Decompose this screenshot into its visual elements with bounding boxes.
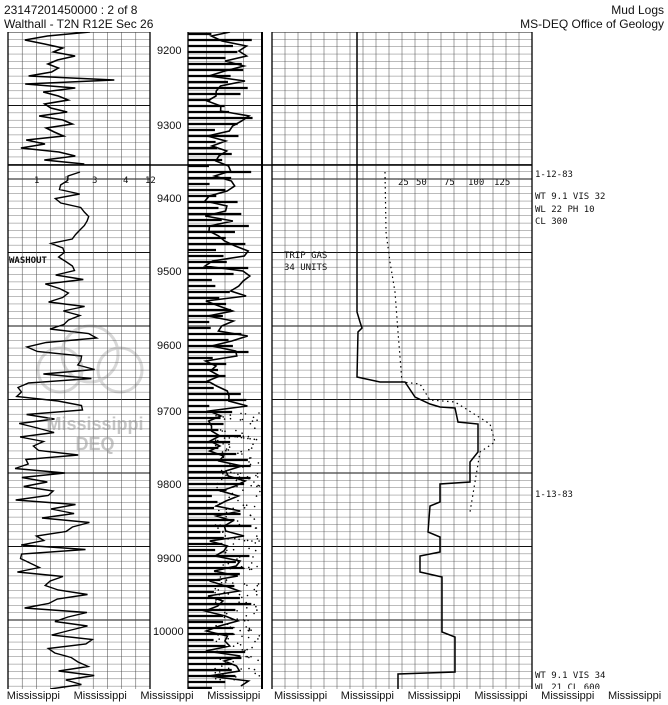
sand-stipple [253, 481, 255, 483]
sand-stipple [255, 542, 257, 544]
depth-label: 9400 [157, 193, 182, 205]
sand-stipple [255, 550, 257, 552]
footer-text: Mississippi [407, 690, 461, 702]
sand-stipple [216, 641, 218, 643]
sand-stipple [243, 435, 245, 437]
sand-stipple [257, 585, 259, 587]
sand-stipple [248, 630, 250, 632]
sand-stipple [255, 475, 257, 477]
sand-stipple [247, 438, 249, 440]
sand-stipple [220, 627, 222, 629]
sand-stipple [256, 594, 258, 596]
sand-stipple [215, 672, 217, 674]
sand-stipple [241, 453, 243, 455]
sand-stipple [237, 643, 239, 645]
sand-stipple [221, 490, 223, 492]
well-location: Walthall - T2N R12E Sec 26 [4, 17, 154, 31]
sand-stipple [215, 415, 217, 417]
sand-stipple [254, 506, 256, 508]
sand-stipple [258, 583, 260, 585]
sand-stipple [230, 617, 232, 619]
sand-stipple [215, 588, 217, 590]
sand-stipple [228, 444, 230, 446]
sand-stipple [258, 540, 260, 542]
gas-scale: 100 [468, 178, 485, 188]
sand-stipple [214, 592, 216, 594]
sand-stipple [222, 416, 224, 418]
watermark-text-1: Mississippi [46, 414, 144, 434]
sand-stipple [255, 606, 257, 608]
sand-stipple [223, 551, 225, 553]
sand-stipple [230, 626, 232, 628]
sand-stipple [250, 656, 252, 658]
sand-stipple [248, 637, 250, 639]
sand-stipple [219, 503, 221, 505]
sand-stipple [244, 540, 246, 542]
sand-stipple [257, 538, 259, 540]
sand-stipple [256, 486, 258, 488]
sand-stipple [236, 486, 238, 488]
sand-stipple [252, 443, 254, 445]
document-type: Mud Logs [611, 3, 664, 17]
sand-stipple [230, 414, 232, 416]
sand-stipple [256, 439, 258, 441]
sand-stipple [254, 439, 256, 441]
mud-log-image [0, 32, 668, 689]
sand-stipple [249, 457, 251, 459]
depth-label: 9300 [157, 120, 182, 132]
sand-stipple [222, 443, 224, 445]
sand-stipple [234, 538, 236, 540]
sand-stipple [219, 609, 221, 611]
sand-stipple [254, 427, 256, 429]
footer-watermark-strip [0, 689, 668, 705]
sand-stipple [233, 627, 235, 629]
sand-stipple [217, 634, 219, 636]
footer-text: Mississippi [207, 690, 261, 702]
sand-stipple [245, 413, 247, 415]
sand-stipple [242, 649, 244, 651]
mud-property-note: WT 9.1 VIS 32 [535, 192, 606, 202]
track1-scale: 2 [64, 176, 70, 186]
sand-stipple [222, 451, 224, 453]
sand-stipple [217, 527, 219, 529]
sand-stipple [228, 563, 230, 565]
sand-stipple [254, 641, 256, 643]
sand-stipple [247, 476, 249, 478]
sand-stipple [232, 493, 234, 495]
sand-stipple [221, 579, 223, 581]
sand-stipple [225, 450, 227, 452]
sand-stipple [228, 497, 230, 499]
sand-stipple [239, 524, 241, 526]
sand-stipple [244, 650, 246, 652]
sand-stipple [222, 473, 224, 475]
depth-label: 9500 [157, 266, 182, 278]
sand-stipple [239, 630, 241, 632]
mud-property-note: WT 9.1 VIS 34 [535, 671, 606, 681]
sand-stipple [226, 509, 228, 511]
track1-scale: 1 [34, 176, 40, 186]
sand-stipple [225, 475, 227, 477]
sand-stipple [224, 592, 226, 594]
footer-text: Mississippi [541, 690, 595, 702]
sand-stipple [233, 679, 235, 681]
sand-stipple [220, 490, 222, 492]
sand-stipple [248, 567, 250, 569]
sand-stipple [215, 601, 217, 603]
sand-stipple [222, 674, 224, 676]
sand-stipple [243, 504, 245, 506]
sand-stipple [254, 518, 256, 520]
trip-gas-note: TRIP GAS [284, 251, 328, 261]
sand-stipple [220, 429, 222, 431]
sand-stipple [241, 432, 243, 434]
sand-stipple [217, 440, 219, 442]
sand-stipple [237, 500, 239, 502]
sand-stipple [236, 480, 238, 482]
sand-stipple [240, 413, 242, 415]
sand-stipple [248, 668, 250, 670]
sand-stipple [229, 464, 231, 466]
sand-stipple [248, 449, 250, 451]
sand-stipple [225, 662, 227, 664]
sand-stipple [242, 489, 244, 491]
sand-stipple [237, 453, 239, 455]
sand-stipple [246, 607, 248, 609]
sand-stipple [249, 628, 251, 630]
sand-stipple [214, 668, 216, 670]
sand-stipple [230, 659, 232, 661]
sand-stipple [215, 439, 217, 441]
sand-stipple [221, 513, 223, 515]
sand-stipple [257, 476, 259, 478]
sand-stipple [250, 514, 252, 516]
sand-stipple [225, 633, 227, 635]
sand-stipple [233, 634, 235, 636]
sand-stipple [223, 457, 225, 459]
sand-stipple [237, 436, 239, 438]
depth-label: 9700 [157, 406, 182, 418]
sand-stipple [233, 645, 235, 647]
sand-stipple [257, 660, 259, 662]
sand-stipple [221, 470, 223, 472]
sand-stipple [237, 474, 239, 476]
gas-scale: 125 [494, 178, 511, 188]
sand-stipple [215, 445, 217, 447]
sand-stipple [225, 535, 227, 537]
sand-stipple [235, 676, 237, 678]
sand-stipple [221, 479, 223, 481]
sand-stipple [237, 520, 239, 522]
sand-stipple [251, 647, 253, 649]
sand-stipple [218, 510, 220, 512]
sand-stipple [223, 491, 225, 493]
sand-stipple [219, 671, 221, 673]
sand-stipple [241, 636, 243, 638]
track1-scale: 4 [123, 176, 129, 186]
sand-stipple [219, 679, 221, 681]
footer-text: Mississippi [6, 690, 60, 702]
sand-stipple [252, 420, 254, 422]
sand-stipple [237, 561, 239, 563]
sand-stipple [240, 451, 242, 453]
sand-stipple [219, 594, 221, 596]
sand-stipple [226, 613, 228, 615]
sand-stipple [235, 430, 237, 432]
sand-stipple [256, 609, 258, 611]
sand-stipple [226, 512, 228, 514]
sand-stipple [256, 591, 258, 593]
sand-stipple [235, 651, 237, 653]
depth-label: 9900 [157, 553, 182, 565]
sand-stipple [225, 516, 227, 518]
sand-stipple [229, 446, 231, 448]
sand-stipple [248, 436, 250, 438]
sand-stipple [246, 649, 248, 651]
sand-stipple [259, 675, 261, 677]
sand-stipple [218, 674, 220, 676]
footer-text: Mississippi [140, 690, 194, 702]
sand-stipple [232, 508, 234, 510]
sand-stipple [253, 604, 255, 606]
sand-stipple [256, 419, 258, 421]
sand-stipple [222, 564, 224, 566]
sand-stipple [233, 543, 235, 545]
sand-stipple [246, 585, 248, 587]
sand-stipple [246, 504, 248, 506]
sand-stipple [253, 417, 255, 419]
date-note: 1-12-83 [535, 170, 573, 180]
sand-stipple [232, 661, 234, 663]
sand-stipple [219, 598, 221, 600]
sand-stipple [233, 549, 235, 551]
sand-stipple [216, 651, 218, 653]
mud-property-note: WL 22 PH 10 [535, 205, 595, 215]
sand-stipple [238, 601, 240, 603]
sand-stipple [250, 485, 252, 487]
sand-stipple [221, 609, 223, 611]
sand-stipple [240, 472, 242, 474]
sand-stipple [241, 479, 243, 481]
sand-stipple [222, 531, 224, 533]
track1-scale: 3 [92, 176, 98, 186]
sand-stipple [226, 550, 228, 552]
depth-label: 10000 [153, 626, 184, 638]
sand-stipple [244, 583, 246, 585]
sand-stipple [214, 571, 216, 573]
sand-stipple [241, 437, 243, 439]
sand-stipple [238, 657, 240, 659]
sand-stipple [251, 540, 253, 542]
sand-stipple [228, 593, 230, 595]
sand-stipple [241, 597, 243, 599]
trip-gas-units: 34 UNITS [284, 263, 328, 273]
sand-stipple [231, 676, 233, 678]
sand-stipple [224, 552, 226, 554]
sand-stipple [224, 617, 226, 619]
washout-note: WASHOUT [9, 256, 47, 266]
sand-stipple [240, 419, 242, 421]
sand-stipple [243, 437, 245, 439]
sand-stipple [259, 491, 261, 493]
sand-stipple [225, 581, 227, 583]
sand-stipple [249, 569, 251, 571]
sand-stipple [239, 556, 241, 558]
sand-stipple [248, 478, 250, 480]
sand-stipple [227, 538, 229, 540]
sand-stipple [239, 594, 241, 596]
sand-stipple [233, 472, 235, 474]
sand-stipple [250, 464, 252, 466]
agency-name: MS-DEQ Office of Geology [520, 17, 664, 31]
track1-scale: 12 [145, 176, 156, 186]
sand-stipple [249, 438, 251, 440]
sand-stipple [222, 430, 224, 432]
sand-stipple [245, 603, 247, 605]
sand-stipple [215, 447, 217, 449]
sand-stipple [245, 626, 247, 628]
sand-stipple [240, 668, 242, 670]
sand-stipple [242, 419, 244, 421]
sand-stipple [222, 477, 224, 479]
sand-stipple [228, 668, 230, 670]
sand-stipple [220, 576, 222, 578]
sand-stipple [230, 472, 232, 474]
depth-label: 9600 [157, 340, 182, 352]
sand-stipple [254, 589, 256, 591]
sand-stipple [254, 673, 256, 675]
sand-stipple [236, 618, 238, 620]
sand-stipple [247, 595, 249, 597]
depth-label: 9800 [157, 479, 182, 491]
sand-stipple [221, 665, 223, 667]
sand-stipple [224, 437, 226, 439]
sand-stipple [215, 505, 217, 507]
sand-stipple [219, 524, 221, 526]
sand-stipple [227, 623, 229, 625]
sand-stipple [250, 423, 252, 425]
sand-stipple [216, 487, 218, 489]
sand-stipple [221, 582, 223, 584]
sand-stipple [229, 437, 231, 439]
sand-stipple [253, 613, 255, 615]
sand-stipple [228, 449, 230, 451]
sand-stipple [222, 597, 224, 599]
sand-stipple [220, 658, 222, 660]
sand-stipple [252, 556, 254, 558]
sand-stipple [243, 568, 245, 570]
sand-stipple [230, 418, 232, 420]
sand-stipple [239, 476, 241, 478]
sand-stipple [259, 635, 261, 637]
sand-stipple [247, 540, 249, 542]
sand-stipple [236, 610, 238, 612]
sand-stipple [251, 569, 253, 571]
sand-stipple [247, 620, 249, 622]
sand-stipple [218, 638, 220, 640]
footer-text: Mississippi [607, 690, 662, 702]
sand-stipple [218, 589, 220, 591]
gas-scale: 25 [398, 178, 409, 188]
date-note: 1-13-83 [535, 490, 573, 500]
sand-stipple [251, 562, 253, 564]
sand-stipple [234, 436, 236, 438]
sand-stipple [256, 495, 258, 497]
depth-label: 9200 [157, 45, 182, 57]
sand-stipple [224, 612, 226, 614]
gas-scale: 75 [444, 178, 455, 188]
sand-stipple [258, 412, 260, 414]
sand-stipple [254, 669, 256, 671]
sand-stipple [256, 566, 258, 568]
sand-stipple [244, 620, 246, 622]
footer-text: Mississippi [273, 690, 328, 702]
sand-stipple [241, 566, 243, 568]
sand-stipple [244, 507, 246, 509]
sand-stipple [214, 676, 216, 678]
sand-stipple [240, 644, 242, 646]
well-id-page: 23147201450000 : 2 of 8 [4, 3, 138, 17]
sand-stipple [218, 514, 220, 516]
sand-stipple [256, 535, 258, 537]
sand-stipple [232, 582, 234, 584]
sand-stipple [226, 579, 228, 581]
sand-stipple [230, 568, 232, 570]
sand-stipple [250, 629, 252, 631]
sand-stipple [259, 485, 261, 487]
sand-stipple [247, 656, 249, 658]
sand-stipple [257, 473, 259, 475]
gas-scale: 50 [416, 178, 427, 188]
sand-stipple [224, 430, 226, 432]
sand-stipple [248, 548, 250, 550]
sand-stipple [256, 527, 258, 529]
sand-stipple [258, 462, 260, 464]
footer-text: Mississippi [73, 690, 127, 702]
sand-stipple [215, 524, 217, 526]
sand-stipple [246, 615, 248, 617]
sand-stipple [215, 678, 217, 680]
sand-stipple [217, 483, 219, 485]
mud-property-note: WL 21 CL 600 [535, 683, 601, 689]
sand-stipple [227, 638, 229, 640]
sand-stipple [257, 638, 259, 640]
sand-stipple [248, 657, 250, 659]
sand-stipple [226, 448, 228, 450]
watermark-text-2: DEQ [75, 434, 115, 454]
sand-stipple [215, 599, 217, 601]
sand-stipple [242, 466, 244, 468]
sand-stipple [251, 447, 253, 449]
sand-stipple [236, 478, 238, 480]
sand-stipple [238, 539, 240, 541]
sand-stipple [224, 418, 226, 420]
sand-stipple [248, 461, 250, 463]
sand-stipple [236, 558, 238, 560]
footer-text: Mississippi [474, 690, 528, 702]
mud-property-note: CL 300 [535, 217, 568, 227]
sand-stipple [215, 625, 217, 627]
footer-text: Mississippi [340, 690, 394, 702]
sand-stipple [226, 519, 228, 521]
